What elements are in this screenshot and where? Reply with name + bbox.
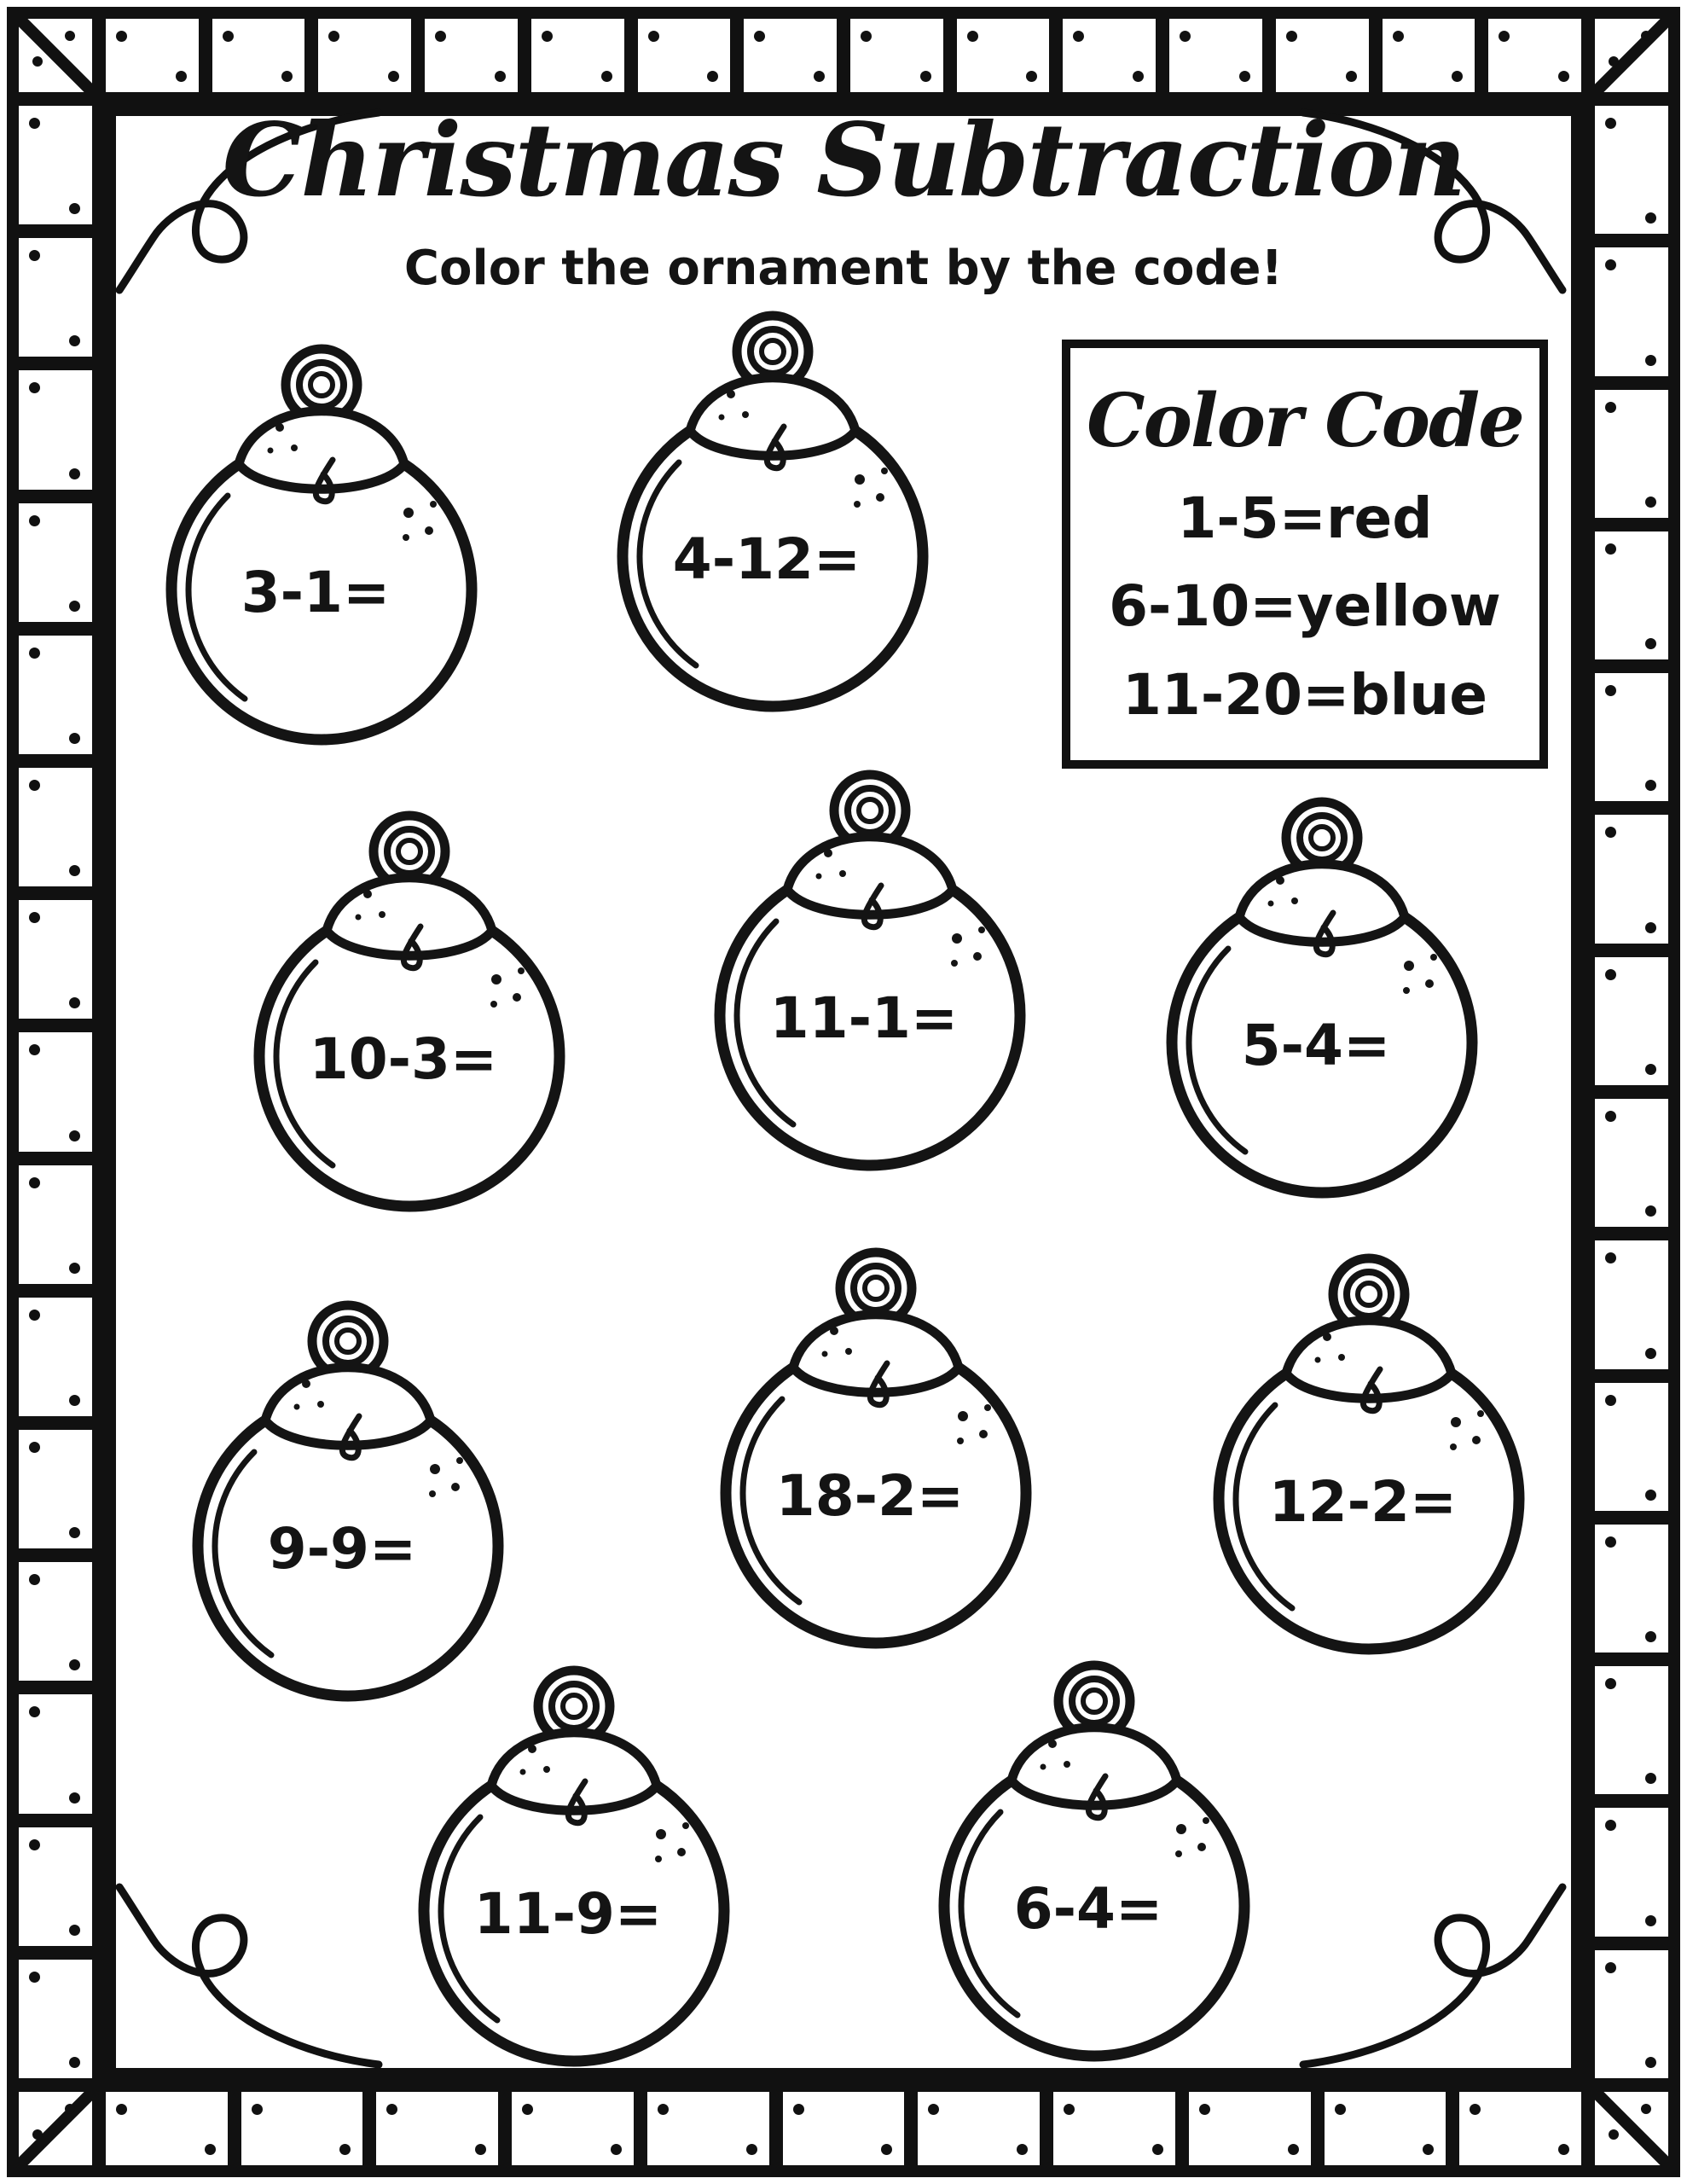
ornament-3-1 — [155, 323, 488, 754]
border-brick — [19, 768, 92, 886]
border-brick — [918, 2092, 1040, 2165]
border-brick — [106, 19, 199, 92]
border-top-strip — [106, 19, 1581, 92]
border-corner-top-right — [1595, 19, 1668, 92]
problem-text: 18-2= — [775, 1463, 965, 1529]
border-brick — [1595, 1666, 1668, 1794]
problem-text: 3-1= — [241, 560, 391, 625]
problem-text: 11-1= — [769, 985, 959, 1051]
border-brick — [1595, 531, 1668, 659]
ornament-11-1 — [704, 749, 1036, 1180]
border-brick — [1595, 673, 1668, 801]
border-corner-bottom-left — [19, 2092, 92, 2165]
border-brick — [1063, 19, 1156, 92]
border-brick — [19, 1165, 92, 1284]
border-brick — [1276, 19, 1369, 92]
border-corner-top-left — [19, 19, 92, 92]
color-code-rule-red: 1-5=red — [1177, 485, 1433, 551]
ornament-11-9 — [408, 1645, 740, 2076]
border-brick — [783, 2092, 905, 2165]
problem-text: 5-4= — [1241, 1013, 1391, 1078]
border-corner-bottom-right — [1595, 2092, 1668, 2165]
border-brick — [19, 1562, 92, 1681]
page-title: Christmas Subtraction — [222, 101, 1465, 219]
border-brick — [106, 2092, 228, 2165]
corner-swirl-bottom-left — [113, 1882, 386, 2070]
corner-swirl-bottom-right — [1296, 1882, 1569, 2070]
ornament-10-3 — [243, 790, 576, 1221]
border-brick — [1383, 19, 1475, 92]
border-brick — [376, 2092, 498, 2165]
border-brick — [19, 503, 92, 622]
border-brick — [1595, 1808, 1668, 1936]
border-brick — [1595, 1240, 1668, 1368]
border-brick — [19, 1298, 92, 1416]
border-bottom-strip — [106, 2092, 1581, 2165]
border-brick — [850, 19, 943, 92]
border-right-strip — [1595, 106, 1668, 2078]
border-brick — [19, 636, 92, 754]
border-brick — [647, 2092, 769, 2165]
ornament-12-2 — [1203, 1233, 1535, 1664]
border-brick — [1189, 2092, 1311, 2165]
border-brick — [1595, 390, 1668, 518]
page-subtitle: Color the ornament by the code! — [403, 241, 1284, 296]
border-brick — [1325, 2092, 1446, 2165]
border-brick — [19, 1430, 92, 1548]
border-brick — [1595, 815, 1668, 943]
border-brick — [19, 1827, 92, 1946]
border-brick — [1169, 19, 1262, 92]
problem-text: 10-3= — [309, 1026, 498, 1092]
border-brick — [1459, 2092, 1581, 2165]
color-code-box — [1062, 340, 1548, 769]
border-brick — [957, 19, 1050, 92]
ornament-6-4 — [928, 1640, 1261, 2071]
border-brick — [1595, 1383, 1668, 1511]
ornament-18-2 — [710, 1227, 1042, 1658]
border-brick — [1595, 1950, 1668, 2078]
border-brick — [19, 900, 92, 1019]
border-brick — [531, 19, 624, 92]
border-brick — [1595, 1099, 1668, 1227]
border-brick — [318, 19, 411, 92]
border-brick — [1053, 2092, 1175, 2165]
border-brick — [1595, 957, 1668, 1085]
border-brick — [1488, 19, 1581, 92]
border-brick — [241, 2092, 363, 2165]
color-code-rule-yellow: 6-10=yellow — [1109, 573, 1501, 640]
problem-text: 4-12= — [672, 526, 861, 592]
color-code-title: Color Code — [1087, 378, 1523, 465]
border-brick — [1595, 1525, 1668, 1653]
problem-text: 12-2= — [1268, 1469, 1458, 1535]
ornament-4-12 — [606, 290, 939, 721]
problem-text: 9-9= — [267, 1516, 417, 1582]
border-brick — [425, 19, 518, 92]
border-brick — [512, 2092, 634, 2165]
problem-text: 11-9= — [473, 1881, 663, 1947]
border-brick — [638, 19, 731, 92]
border-brick — [19, 1032, 92, 1151]
border-brick — [19, 1960, 92, 2078]
color-code-rule-blue: 11-20=blue — [1122, 661, 1487, 728]
border-brick — [19, 370, 92, 489]
border-brick — [212, 19, 305, 92]
border-brick — [19, 1694, 92, 1813]
border-left-strip — [19, 106, 92, 2078]
ornament-5-4 — [1156, 776, 1488, 1207]
problem-text: 6-4= — [1013, 1876, 1163, 1942]
border-brick — [744, 19, 837, 92]
